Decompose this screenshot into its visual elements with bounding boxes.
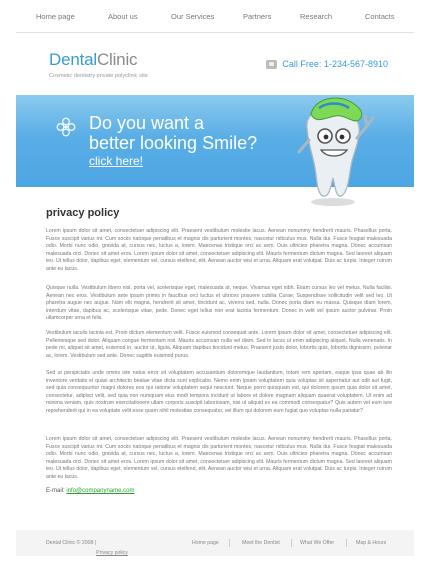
email-link[interactable]: info@companyname.com: [66, 488, 135, 494]
site-tagline: Cosmetic dentistry private polyclinic site: [49, 73, 148, 79]
body-paragraph: Sed ut perspiciatis unde omnis iste natus error sit voluptatem accusantium doloremque laudantium, totam rem aperiam, eaque ipsa quae ab illo inventore veritatis et quasi architecto beatae vitae dicta sunt explicabo. Nemo enim ipsam voluptatem quia voluptas sit aspernatur aut odit aut fugit, sed quia consequuntur magni dolores eos qui ratione voluptatem sequi nesciunt. Neque porro quisquam est, qui dolorem ipsum quia dolor sit amet, consectetur, adipisci velit, sed quia non numquam eius modi tempora incidunt ut labore et dolore magnam aliquam quaerat voluptatem. Ut enim ad minima veniam, quis nostrum exercitationem ullam corporis suscipit laboriosam, nisi ut aliquid ex ea commodi consequatur? Quis autem vel eum iure reprehenderit qui in ea voluptate velit esse quam nihil molestiae consequatur, vel illum qui dolorem eum fugiat quo voluptas nulla pariatur?: [46, 370, 392, 414]
site-logo[interactable]: [49, 50, 137, 70]
page-title: privacy policy: [46, 207, 120, 219]
banner-headline-line1: Do you want a: [89, 113, 205, 133]
copyright-text: Dental Clinic © 2008 |: [46, 540, 97, 546]
page-footer: [16, 530, 414, 556]
logo-word-clinic: Clinic: [96, 50, 138, 69]
nav-services[interactable]: Our Services: [171, 12, 215, 21]
footer-separator: [291, 539, 292, 547]
footer-separator: [229, 539, 230, 547]
email-contact: [46, 488, 134, 494]
phone-label: Call Free:: [282, 59, 322, 69]
nav-research[interactable]: Research: [300, 12, 333, 21]
banner-click-here-link[interactable]: click here!: [89, 154, 144, 168]
brand-header: [0, 40, 430, 85]
body-paragraph: Lorem ipsum dolor sit amet, consectetuer adipiscing elit. Praesent vestibulum molestie lacus. Aenean nonummy hendrerit mauris. Phasellus porta. Fusce suscipit varius mi. Cum sociis natoque penatibus et magnis dis parturient montes, nascetur ridiculus mus. Nulla dui. Fusce feugiat malesuada odio. Morbi nunc odio, gravida at, cursus nec, luctus a, lorem. Maecenas tristique orci ac sem. Duis ultricies pharetra magna. Donec accumsan malesuada orci. Donec sit amet eros. Lorem ipsum dolor sit amet, consectetuer adipiscing elit. Mauris fermentum dictum magna. Sed laoreet aliquam leo. Ut tellus dolor, dapibus eget, elementum vel, cursus eleifend, elit. Aenean auctor wisi et urna. Aliquam erat volutpat. Duis ac turpis. Integer rutrum ante eu lacus.: [46, 436, 392, 480]
body-paragraph: Quisque nulla. Vestibulum libero nisl, porta vel, scelerisque eget, malesuada at, neque. Vivamus eget nibh. Etiam cursus leo vel metus. Nulla facilisi. Aenean nec eros. Vestibulum ante ipsum primis in faucibus orci luctus et ultrices posuere cubilia Curae; Suspendisse sollicitudin velit sed leo. Ut pharetra augue nec augue. Nam elit magna, hendrerit sit amet, tincidunt ac, viverra sed, nulla. Donec porta diam eu massa. Quisque diam lorem, interdum vitae, dapibus ac, scelerisque vitae, pede. Donec eget tellus non erat lacinia fermentum. Donec in velit vel ipsum auctor pulvinar. Proin ullamcorper urna et felis.: [46, 285, 392, 322]
phone-number: 1-234-567-8910: [323, 59, 388, 69]
footer-link-map[interactable]: Map & Hours: [356, 540, 387, 546]
nav-contacts[interactable]: Contacts: [365, 12, 395, 21]
email-label: E-mail:: [46, 488, 65, 494]
footer-copyright: [46, 540, 128, 556]
nav-row: [0, 12, 430, 26]
top-navigation: [0, 0, 430, 40]
nav-divider: [16, 32, 414, 33]
body-paragraph: Vestibulum iaculis lacinia est. Proin dictum elementum velit. Fusce euismod consequat ante. Lorem ipsum dolor sit amet, consectetuer adipiscing elit. Pellentesque sed dolor. Aliquam congue fermentum nisl. Mauris accumsan nulla vel diam. Sed in lacus ut enim adipiscing aliquet. Nulla venenatis. In pede mi, aliquet sit amet, euismod in, auctor ut, ligula. Aliquam dapibus tincidunt metus. Praesent justo dolor, lobortis quis, lobortis dignissim, pulvinar ac, lorem. Vestibulum sed ante. Donec sagittis euismod purus.: [46, 330, 392, 359]
tooth-mascot-illustration: [285, 90, 385, 208]
footer-link-home[interactable]: Home page: [192, 540, 219, 546]
phone-contact: [282, 59, 388, 69]
phone-icon: [266, 60, 277, 69]
flower-icon: [56, 117, 76, 137]
nav-about[interactable]: About us: [108, 12, 138, 21]
nav-home[interactable]: Home page: [36, 12, 75, 21]
banner-headline-line2: better looking Smile?: [89, 133, 258, 153]
footer-privacy-link[interactable]: Privacy policy: [96, 550, 128, 556]
nav-partners[interactable]: Partners: [243, 12, 272, 21]
footer-link-offer[interactable]: What We Offer: [300, 540, 335, 546]
footer-link-dentist[interactable]: Meet the Dentist: [242, 540, 280, 546]
body-paragraph: Lorem ipsum dolor sit amet, consectetuer adipiscing elit. Praesent vestibulum molestie lacus. Aenean nonummy hendrerit mauris. Phasellus porta. Fusce suscipit varius mi. Cum sociis natoque penatibus et magnis dis parturient montes, nascetur ridiculus mus. Nulla dui. Fusce feugiat malesuada odio. Morbi nunc odio, gravida at, cursus nec, luctus a, lorem. Maecenas tristique orci ac sem. Duis ultricies pharetra magna. Donec accumsan malesuada orci. Donec sit amet eros. Lorem ipsum dolor sit amet, consectetuer adipiscing elit. Mauris fermentum dictum magna. Sed laoreet aliquam leo. Ut tellus dolor, dapibus eget, elementum vel, cursus eleifend, elit. Aenean auctor wisi et urna. Aliquam erat volutpat. Duis ac turpis. Integer rutrum ante eu lacus.: [46, 228, 392, 272]
footer-separator: [346, 539, 347, 547]
logo-word-dental: Dental: [49, 50, 97, 69]
